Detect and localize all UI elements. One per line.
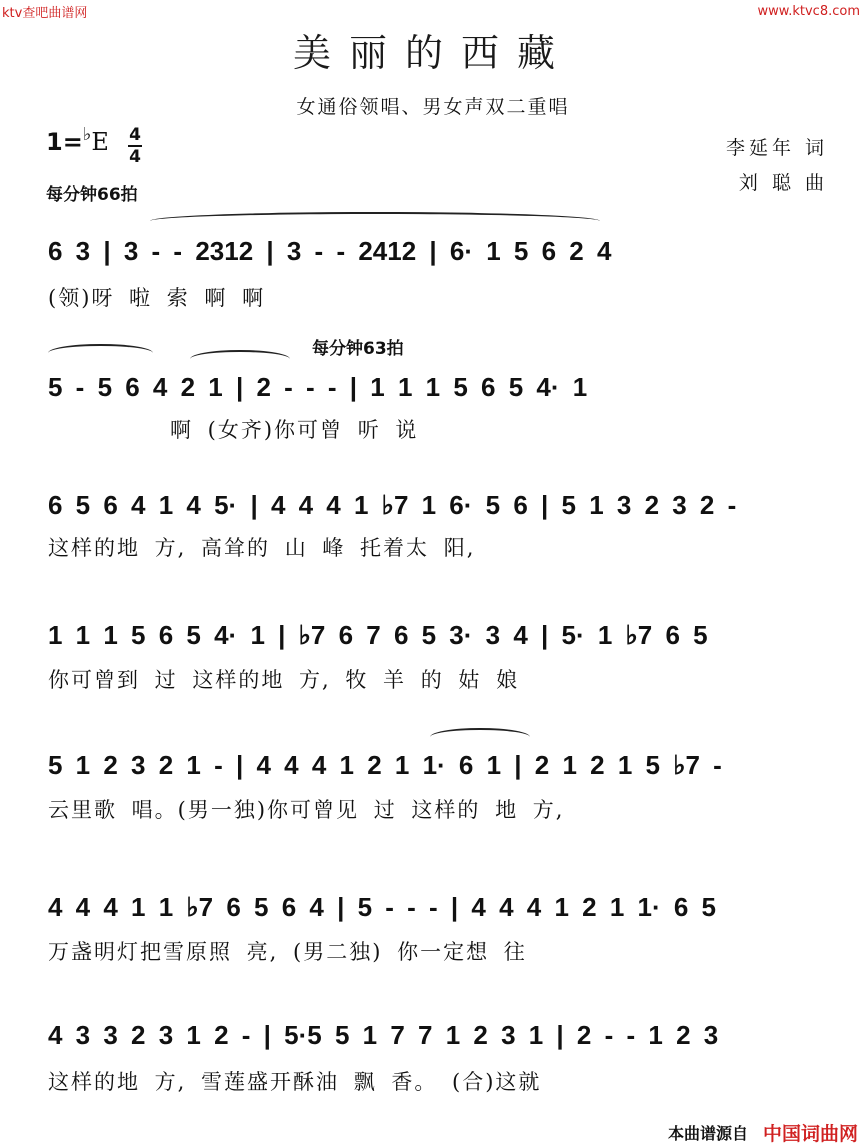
tempo-marking-2: 每分钟63拍 bbox=[312, 339, 404, 359]
time-signature bbox=[128, 126, 142, 166]
meter-top: 4 bbox=[129, 125, 141, 145]
lyricist-credit: 李延年 词 bbox=[725, 137, 828, 159]
notation-line-3: 6 5 6 4 1 4 5· | 4 4 4 1 ♭7 1 6· 5 6 | 5 1 3 2 3 2 - bbox=[48, 490, 737, 520]
notation-line-5: 5 1 2 3 2 1 - | 4 4 4 1 2 1 1· 6 1 | 2 1 2 1 5 ♭7 - bbox=[48, 750, 722, 780]
slur bbox=[150, 212, 600, 230]
notation-line-1: 6 3 | 3 - - 2312 | 3 - - 2412 | 6· 1 5 6 2 4 bbox=[48, 236, 612, 266]
watermark-right: www.ktvc8.com bbox=[757, 4, 860, 19]
lyrics-line-3: 这样的地 方, 高耸的 山 峰 托着太 阳, bbox=[48, 536, 476, 560]
meter-bottom: 4 bbox=[129, 147, 141, 167]
notation-line-2: 5 - 5 6 4 2 1 | 2 - - - | 1 1 1 5 6 5 4· 1 bbox=[48, 372, 588, 402]
key-note: E bbox=[91, 128, 109, 156]
song-subtitle: 女通俗领唱、男女声双二重唱 bbox=[296, 96, 570, 118]
lyrics-line-5: 云里歌 唱。(男一独)你可曾见 过 这样的 地 方, bbox=[48, 798, 565, 822]
footer-source: 本曲谱源自 bbox=[667, 1124, 748, 1143]
lyrics-line-7: 这样的地 方, 雪莲盛开酥油 飘 香。 (合)这就 bbox=[48, 1070, 542, 1094]
watermark-left: ktv查吧曲谱网 bbox=[2, 6, 88, 21]
lyrics-line-2: 啊 (女齐)你可曾 听 说 bbox=[170, 418, 419, 442]
song-title: 美丽的西藏 bbox=[292, 31, 573, 75]
slur bbox=[190, 350, 290, 368]
footer-site-logo: 中国词曲网 bbox=[762, 1123, 858, 1145]
slur bbox=[430, 728, 530, 746]
notation-line-4: 1 1 1 5 6 5 4· 1 | ♭7 6 7 6 5 3· 3 4 | 5· 1 ♭7 6 5 bbox=[48, 620, 708, 650]
key-flat: ♭ bbox=[82, 124, 92, 145]
lyrics-line-4: 你可曾到 过 这样的地 方, 牧 羊 的 姑 娘 bbox=[48, 668, 520, 692]
notation-line-7: 4 3 3 2 3 1 2 - | 5·5 5 1 7 7 1 2 3 1 | 2 - - 1 2 3 bbox=[48, 1020, 719, 1050]
lyrics-line-6: 万盏明灯把雪原照 亮, (男二独) 你一定想 往 bbox=[48, 940, 527, 964]
key-signature bbox=[46, 124, 109, 156]
key-prefix: 1= bbox=[46, 128, 83, 156]
notation-line-6: 4 4 4 1 1 ♭7 6 5 6 4 | 5 - - - | 4 4 4 1 2 1 1· 6 5 bbox=[48, 892, 717, 922]
composer-credit: 刘 聪 曲 bbox=[738, 172, 828, 194]
lyrics-line-1: (领)呀 啦 索 啊 啊 bbox=[48, 286, 266, 310]
slur bbox=[48, 344, 153, 362]
tempo-marking-1: 每分钟66拍 bbox=[46, 185, 138, 205]
